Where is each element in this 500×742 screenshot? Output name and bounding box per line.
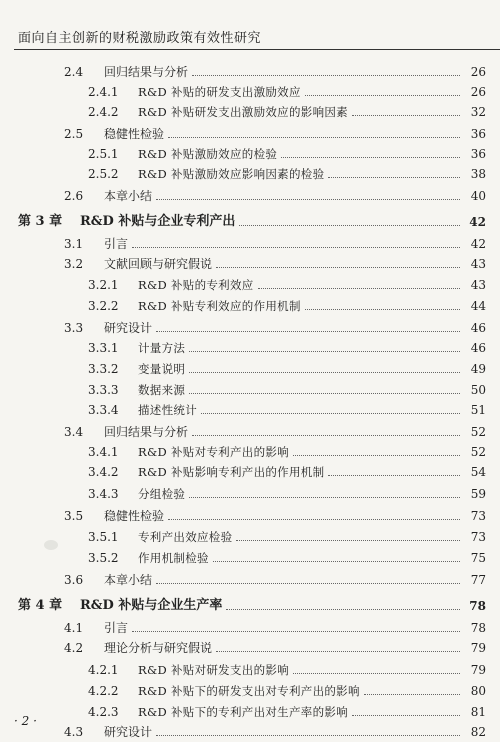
toc-entry-title: R&D 补贴对专利产出的影响 [138,445,289,459]
toc-entry-title: R&D 补贴专利效应的作用机制 [138,299,301,313]
toc-entry-page: 73 [470,509,486,523]
toc-subsection-entry[interactable] [0,484,500,504]
toc-entry-number: 第 3 章 [18,214,63,229]
dot-leader [236,540,460,541]
toc-section-entry[interactable] [0,722,500,742]
toc-entry-label [0,82,301,102]
toc-entry-page: 79 [470,641,486,655]
dot-leader [216,267,460,268]
dot-leader [189,372,460,373]
toc-section-entry[interactable] [0,124,500,144]
toc-entry-number: 3.2.1 [88,278,119,292]
toc-entry-label [0,570,152,590]
toc-section-entry[interactable] [0,638,500,658]
toc-entry-number: 3.4 [64,425,84,439]
toc-entry-page: 52 [470,445,486,459]
toc-entry-page: 75 [470,551,486,565]
toc-entry-label [0,124,164,144]
toc-subsection-entry[interactable] [0,359,500,379]
dot-leader [201,413,460,414]
toc-entry-number: 3.3.4 [88,403,119,417]
toc-entry-label [0,400,197,420]
toc-entry-title: 研究设计 [104,725,153,739]
toc-subsection-entry[interactable] [0,660,500,680]
toc-entry-label [0,144,277,164]
toc-entry-title: R&D 补贴对研发支出的影响 [138,663,289,677]
toc-entry-number: 4.1 [64,621,84,635]
dot-leader [192,75,460,76]
toc-entry-label [0,234,128,254]
toc-subsection-entry[interactable] [0,144,500,164]
dot-leader [328,475,460,476]
toc-entry-label [0,254,212,274]
dot-leader [156,199,460,200]
toc-entry-number: 3.4.1 [88,445,119,459]
toc-entry-label [0,596,222,616]
toc-entry-page: 36 [470,127,486,141]
dot-leader [305,309,460,310]
toc-section-entry[interactable] [0,422,500,442]
toc-entry-title: 理论分析与研究假说 [104,641,213,655]
toc-entry-number: 3.5.2 [88,551,119,565]
toc-subsection-entry[interactable] [0,82,500,102]
toc-entry-page: 59 [470,487,486,501]
dot-leader [328,177,460,178]
toc-entry-title: 回归结果与分析 [104,425,189,439]
toc-entry-page: 81 [470,705,486,719]
dot-leader [258,288,460,289]
toc-entry-page: 44 [470,299,486,313]
dot-leader [189,351,460,352]
toc-entry-label [0,506,164,526]
dot-leader [352,715,460,716]
toc-entry-title: 数据来源 [138,383,186,397]
toc-subsection-entry[interactable] [0,275,500,295]
toc-entry-number: 2.5.2 [88,167,119,181]
toc-entry-label [0,618,128,638]
toc-entry-title: R&D 补贴的专利效应 [138,278,254,292]
toc-entry-label [0,638,212,658]
toc-chapter-entry[interactable] [0,212,500,232]
toc-entry-number: 3.2 [64,257,84,271]
toc-entry-label [0,62,188,82]
toc-entry-title: R&D 补贴的研发支出激励效应 [138,85,301,99]
toc-entry-number: 2.6 [64,189,84,203]
toc-entry-page: 49 [470,362,486,376]
toc-entry-title: 本章小结 [104,189,153,203]
dot-leader [132,631,460,632]
toc-entry-title: 专利产出效应检验 [138,530,233,544]
toc-entry-page: 73 [470,530,486,544]
toc-subsection-entry[interactable] [0,400,500,420]
toc-subsection-entry[interactable] [0,442,500,462]
toc-entry-page: 54 [470,465,486,479]
dot-leader [189,497,460,498]
toc-entry-number: 2.4.2 [88,105,119,119]
dot-leader [281,157,460,158]
toc-entry-number: 3.2.2 [88,299,119,313]
toc-entry-label [0,359,185,379]
dot-leader [189,393,460,394]
toc-entry-page: 43 [470,257,486,271]
toc-entry-number: 4.2.2 [88,684,119,698]
toc-entry-title: R&D 补贴与企业生产率 [80,598,223,613]
toc-entry-label [0,275,254,295]
dot-leader [132,247,460,248]
dot-leader [293,673,460,674]
toc-entry-number: 2.4 [64,65,84,79]
toc-entry-number: 3.3.1 [88,341,119,355]
toc-entry-title: 本章小结 [104,573,153,587]
toc-entry-title: 分组检验 [138,487,186,501]
toc-subsection-entry[interactable] [0,527,500,547]
toc-subsection-entry[interactable] [0,548,500,568]
toc-entry-number: 2.4.1 [88,85,119,99]
dot-leader [156,331,460,332]
toc-section-entry[interactable] [0,506,500,526]
toc-entry-number: 3.4.2 [88,465,119,479]
toc-entry-page: 77 [470,573,486,587]
toc-entry-label [0,548,209,568]
toc-entry-label [0,681,360,701]
dot-leader [192,435,460,436]
toc-entry-label [0,702,348,722]
toc-section-entry[interactable] [0,318,500,338]
toc-entry-title: 描述性统计 [138,403,197,417]
toc-section-entry[interactable] [0,254,500,274]
toc-entry-number: 2.5 [64,127,84,141]
toc-entry-page: 51 [470,403,486,417]
dot-leader [305,95,460,96]
toc-entry-title: 作用机制检验 [138,551,209,565]
dot-leader [156,735,460,736]
toc-entry-page: 79 [470,663,486,677]
toc-entry-number: 3.6 [64,573,84,587]
book-title: 面向自主创新的财税激励政策有效性研究 [18,31,262,46]
toc-section-entry[interactable] [0,234,500,254]
toc-entry-number: 第 4 章 [18,598,63,613]
toc-entry-label [0,660,289,680]
toc-entry-label [0,338,185,358]
toc-entry-label [0,296,301,316]
toc-entry-label [0,186,152,206]
toc-entry-title: R&D 补贴研发支出激励效应的影响因素 [138,105,348,119]
toc-chapter-entry[interactable] [0,596,500,616]
toc-entry-title: 回归结果与分析 [104,65,189,79]
toc-entry-page: 52 [470,425,486,439]
toc-entry-number: 2.5.1 [88,147,119,161]
toc-entry-page: 78 [469,599,486,613]
toc-entry-title: 变量说明 [138,362,186,376]
toc-entry-number: 4.3 [64,725,84,739]
toc-subsection-entry[interactable] [0,338,500,358]
dot-leader [293,455,460,456]
toc-entry-title: R&D 补贴影响专利产出的作用机制 [138,465,325,479]
toc-entry-number: 4.2.3 [88,705,119,719]
toc-entry-page: 26 [470,85,486,99]
toc-entry-label [0,442,289,462]
toc-entry-label [0,318,152,338]
toc-section-entry[interactable] [0,186,500,206]
toc-entry-label [0,102,348,122]
toc-entry-page: 42 [470,237,486,251]
toc-entry-label [0,422,188,442]
toc-entry-title: R&D 补贴下的研发支出对专利产出的影响 [138,684,360,698]
toc-entry-page: 46 [470,321,486,335]
toc-entry-title: 研究设计 [104,321,153,335]
toc-entry-page: 78 [470,621,486,635]
toc-entry-number: 3.3 [64,321,84,335]
toc-subsection-entry[interactable] [0,296,500,316]
toc-entry-title: R&D 补贴激励效应的检验 [138,147,278,161]
toc-entry-label [0,164,324,184]
toc-entry-number: 3.3.3 [88,383,119,397]
toc-entry-title: R&D 补贴激励效应影响因素的检验 [138,167,325,181]
toc-subsection-entry[interactable] [0,380,500,400]
toc-subsection-entry[interactable] [0,462,500,482]
toc-entry-title: R&D 补贴与企业专利产出 [80,214,236,229]
toc-entry-label [0,380,185,400]
toc-entry-label [0,484,185,504]
scan-smudge [44,540,58,550]
toc-entry-title: 引言 [104,237,129,251]
toc-entry-number: 3.5 [64,509,84,523]
dot-leader [216,651,460,652]
toc-section-entry[interactable] [0,62,500,82]
toc-subsection-entry[interactable] [0,164,500,184]
toc-entry-number: 3.5.1 [88,530,119,544]
dot-leader [239,225,460,226]
toc-entry-number: 4.2 [64,641,84,655]
toc-entry-number: 3.3.2 [88,362,119,376]
toc-entry-title: 稳健性检验 [104,509,165,523]
toc-entry-title: R&D 补贴下的专利产出对生产率的影响 [138,705,348,719]
toc-entry-page: 46 [470,341,486,355]
toc-entry-page: 42 [469,215,486,229]
toc-entry-page: 40 [470,189,486,203]
toc-section-entry[interactable] [0,570,500,590]
toc-entry-title: 计量方法 [138,341,186,355]
dot-leader [352,115,460,116]
toc-entry-page: 32 [470,105,486,119]
toc-entry-page: 26 [470,65,486,79]
toc-entry-page: 36 [470,147,486,161]
dot-leader [168,519,460,520]
toc-subsection-entry[interactable] [0,702,500,722]
toc-entry-title: 文献回顾与研究假说 [104,257,213,271]
toc-entry-page: 50 [470,383,486,397]
toc-section-entry[interactable] [0,618,500,638]
toc-entry-number: 3.1 [64,237,84,251]
toc-entry-label [0,527,232,547]
toc-entry-number: 3.4.3 [88,487,119,501]
toc-entry-page: 82 [470,725,486,739]
dot-leader [213,561,460,562]
dot-leader [226,609,460,610]
toc-entry-title: 稳健性检验 [104,127,165,141]
toc-entry-label [0,212,235,232]
toc-entry-label [0,462,324,482]
toc-entry-page: 43 [470,278,486,292]
page-number: · 2 · [14,714,37,728]
toc-subsection-entry[interactable] [0,102,500,122]
toc-entry-number: 4.2.1 [88,663,119,677]
toc-subsection-entry[interactable] [0,681,500,701]
dot-leader [168,137,460,138]
dot-leader [364,694,460,695]
toc-entry-page: 80 [470,684,486,698]
dot-leader [156,583,460,584]
toc-entry-title: 引言 [104,621,129,635]
toc-entry-page: 38 [470,167,486,181]
